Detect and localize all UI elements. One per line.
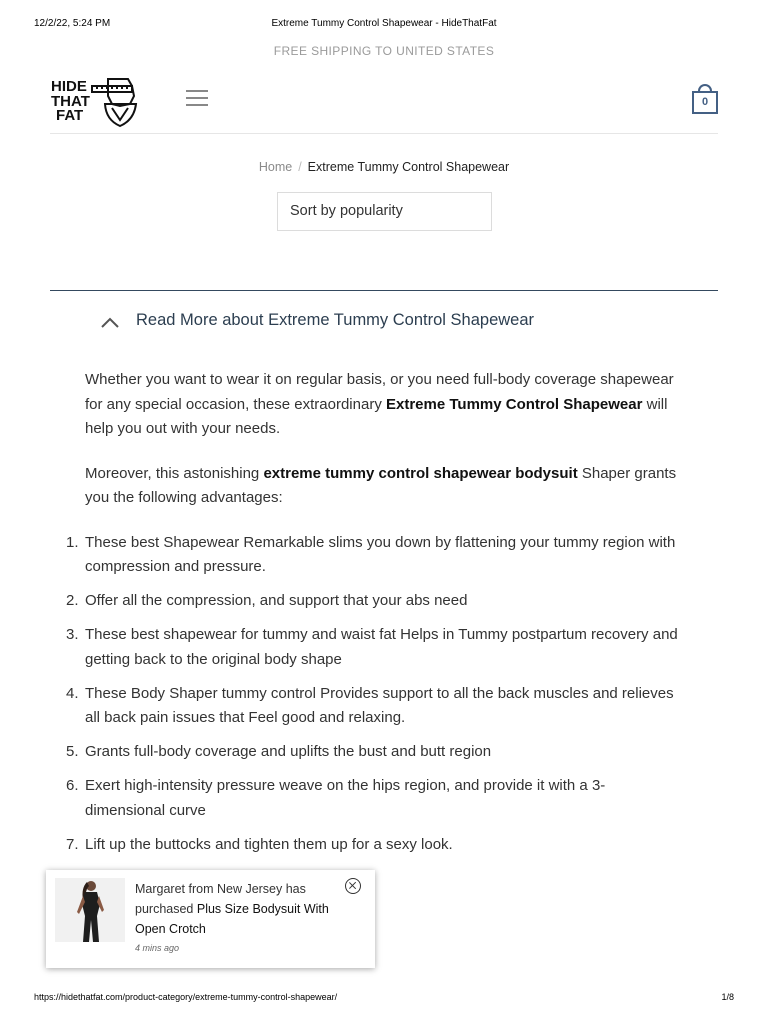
product-thumbnail[interactable]	[55, 878, 125, 942]
print-url: https://hidethatfat.com/product-category/extreme-tummy-control-shapewear/	[34, 992, 338, 1002]
list-item: 7. Lift up the buttocks and tighten them up for a sexy look.	[66, 835, 453, 853]
logo-line-2: THAT	[51, 93, 90, 110]
list-item: 1. These best Shapewear Remarkable slims you down by flattening your tummy region with compression and pressure.	[66, 533, 676, 575]
list-item: 2. Offer all the compression, and support that your abs need	[66, 592, 468, 609]
section-divider	[50, 290, 718, 291]
site-logo[interactable]	[50, 74, 140, 130]
cart-count: 0	[692, 91, 718, 114]
notification-time: 4 mins ago	[135, 943, 180, 953]
logo-line-1: HIDE	[51, 78, 87, 95]
advantages-list	[66, 531, 685, 858]
print-page-number: 1/8	[721, 992, 734, 1002]
category-description	[66, 368, 685, 867]
print-footer	[0, 992, 768, 1006]
list-item: 3. These best shapewear for tummy and waist fat Helps in Tummy postpartum recovery and getting back to the original body shape	[66, 626, 678, 668]
notification-text: Margaret from New Jersey has purchased Plus Size Bodysuit With Open Crotch	[135, 882, 329, 936]
site-header	[50, 70, 718, 134]
notification-product-link[interactable]: Plus Size Bodysuit With Open Crotch	[135, 902, 329, 936]
list-item: 4. These Body Shaper tummy control Provides support to all the back muscles and relieves all back pain issues that Feel good and relaxing.	[66, 684, 674, 726]
print-header	[0, 18, 768, 32]
bold-keyword: Extreme Tummy Control Shapewear	[386, 395, 643, 413]
sort-selected-value: Sort by popularity	[290, 203, 403, 219]
read-more-label: Read More about Extreme Tummy Control Shapewear	[136, 311, 535, 329]
read-more-toggle[interactable]	[100, 311, 660, 335]
close-icon[interactable]	[345, 878, 361, 894]
print-date: 12/2/22, 5:24 PM	[34, 18, 111, 29]
breadcrumb	[0, 160, 768, 174]
list-item: 5. Grants full-body coverage and uplifts the bust and butt region	[66, 743, 492, 760]
shopping-bag-icon[interactable]	[692, 84, 718, 114]
chevron-up-icon	[100, 315, 120, 331]
logo-line-3: FAT	[56, 107, 84, 124]
sort-select[interactable]	[277, 192, 492, 231]
breadcrumb-current: Extreme Tummy Control Shapewear	[307, 160, 510, 174]
shipping-banner: FREE SHIPPING TO UNITED STATES	[273, 44, 495, 58]
hamburger-icon[interactable]	[186, 90, 208, 108]
bold-keyword: extreme tummy control shapewear bodysuit	[263, 464, 578, 482]
description-paragraph-1: Whether you want to wear it on regular basis, or you need full-body coverage shapewear for any special occasion, these extraordinary Extreme Tummy Control Shapewear will help you out with your needs.	[85, 371, 674, 437]
description-paragraph-2: Moreover, this astonishing extreme tummy control shapewear bodysuit Shaper grants you the following advantages:	[85, 464, 677, 506]
purchase-notification-popup[interactable]	[46, 870, 375, 968]
breadcrumb-home-link[interactable]: Home	[258, 160, 293, 174]
breadcrumb-separator: /	[298, 160, 302, 174]
list-item: 6. Exert high-intensity pressure weave on the hips region, and provide it with a 3-dimensional curve	[66, 777, 606, 819]
print-title: Extreme Tummy Control Shapewear - HideThatFat	[271, 18, 497, 29]
